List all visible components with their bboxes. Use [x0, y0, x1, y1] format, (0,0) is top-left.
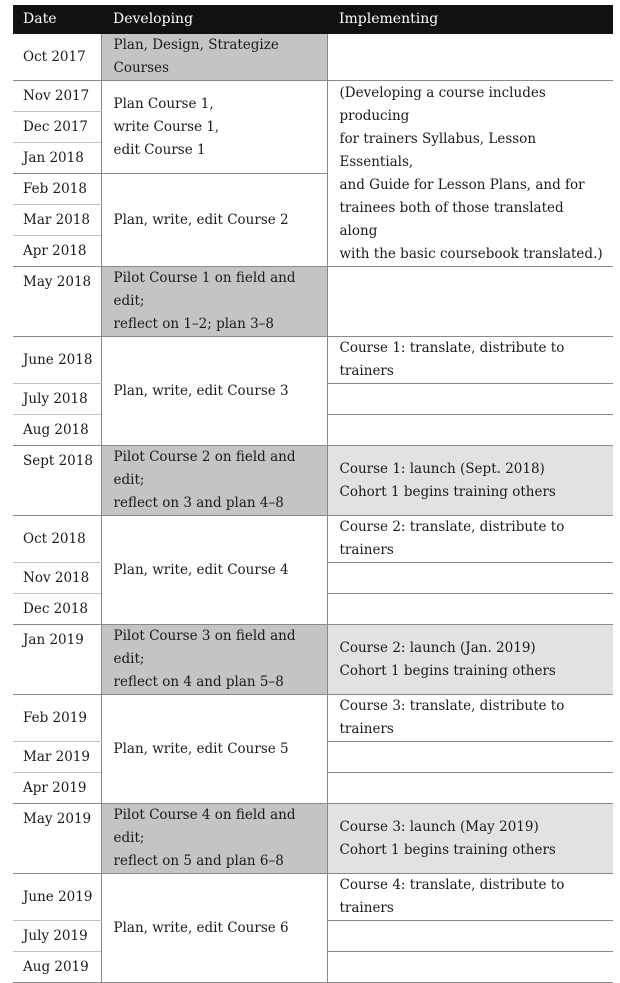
date-cell: Apr 2019: [13, 773, 101, 804]
implementing-cell: [327, 34, 613, 81]
header-developing: Developing: [101, 5, 327, 34]
table-row: [13, 516, 613, 563]
implementing-cell: [327, 921, 613, 952]
date-cell: July 2018: [13, 384, 101, 415]
developing-cell: Plan, write, edit Course 2: [101, 174, 327, 267]
implementing-cell: [327, 594, 613, 625]
implementing-cell: [327, 952, 613, 983]
table-row: [13, 874, 613, 921]
header-date: Date: [13, 5, 101, 34]
developing-cell: Pilot Course 2 on field and edit; reflect on 3 and plan 4–8: [101, 446, 327, 516]
developing-cell: Plan, Design, Strategize Courses: [101, 34, 327, 81]
date-cell: Nov 2017: [13, 81, 101, 112]
date-cell: Feb 2019: [13, 695, 101, 742]
developing-cell: Plan Course 1, write Course 1, edit Course 1: [101, 81, 327, 174]
schedule-table: [13, 5, 613, 983]
table-row: [13, 81, 613, 112]
date-cell: May 2019: [13, 804, 101, 874]
implementing-cell: Course 4: translate, distribute to trainers: [327, 874, 613, 921]
date-cell: Mar 2018: [13, 205, 101, 236]
implementing-cell: Course 2: launch (Jan. 2019) Cohort 1 begins training others: [327, 625, 613, 695]
implementing-cell: [327, 384, 613, 415]
table-row: [13, 695, 613, 742]
table-row: [13, 446, 613, 516]
date-cell: June 2018: [13, 337, 101, 384]
date-cell: Sept 2018: [13, 446, 101, 516]
date-cell: Oct 2017: [13, 34, 101, 81]
developing-cell: Pilot Course 3 on field and edit; reflect on 4 and plan 5–8: [101, 625, 327, 695]
implementing-cell: [327, 563, 613, 594]
implementing-cell: Course 1: launch (Sept. 2018) Cohort 1 begins training others: [327, 446, 613, 516]
implementing-cell: Course 2: translate, distribute to trainers: [327, 516, 613, 563]
developing-cell: Pilot Course 4 on field and edit; reflect on 5 and plan 6–8: [101, 804, 327, 874]
date-cell: Apr 2018: [13, 236, 101, 267]
date-cell: Jan 2019: [13, 625, 101, 695]
date-cell: Aug 2018: [13, 415, 101, 446]
date-cell: Mar 2019: [13, 742, 101, 773]
developing-cell: Plan, write, edit Course 5: [101, 695, 327, 804]
implementing-cell: [327, 742, 613, 773]
implementing-cell: Course 1: translate, distribute to trainers: [327, 337, 613, 384]
date-cell: Oct 2018: [13, 516, 101, 563]
implementing-cell: Course 3: launch (May 2019) Cohort 1 begins training others: [327, 804, 613, 874]
table-row: [13, 337, 613, 384]
developing-cell: Plan, write, edit Course 6: [101, 874, 327, 983]
date-cell: Dec 2018: [13, 594, 101, 625]
date-cell: Feb 2018: [13, 174, 101, 205]
developing-cell: Pilot Course 1 on field and edit; reflect on 1–2; plan 3–8: [101, 267, 327, 337]
header-row: [13, 5, 613, 34]
table-row: [13, 267, 613, 337]
date-cell: Aug 2019: [13, 952, 101, 983]
date-cell: May 2018: [13, 267, 101, 337]
table-row: [13, 625, 613, 695]
date-cell: Jan 2018: [13, 143, 101, 174]
implementing-cell: Course 3: translate, distribute to trainers: [327, 695, 613, 742]
table-row: [13, 804, 613, 874]
implementing-cell: [327, 773, 613, 804]
developing-cell: Plan, write, edit Course 4: [101, 516, 327, 625]
implementing-cell: [327, 415, 613, 446]
date-cell: July 2019: [13, 921, 101, 952]
date-cell: Nov 2018: [13, 563, 101, 594]
table-row: [13, 34, 613, 81]
date-cell: Dec 2017: [13, 112, 101, 143]
header-implementing: Implementing: [327, 5, 613, 34]
implementing-cell: [327, 267, 613, 337]
date-cell: June 2019: [13, 874, 101, 921]
implementing-note: (Developing a course includes producing for trainers Syllabus, Lesson Essentials, and Guide for Lesson Plans, and for trainees both of those translated along with the basic coursebook translated.): [327, 81, 613, 267]
developing-cell: Plan, write, edit Course 3: [101, 337, 327, 446]
